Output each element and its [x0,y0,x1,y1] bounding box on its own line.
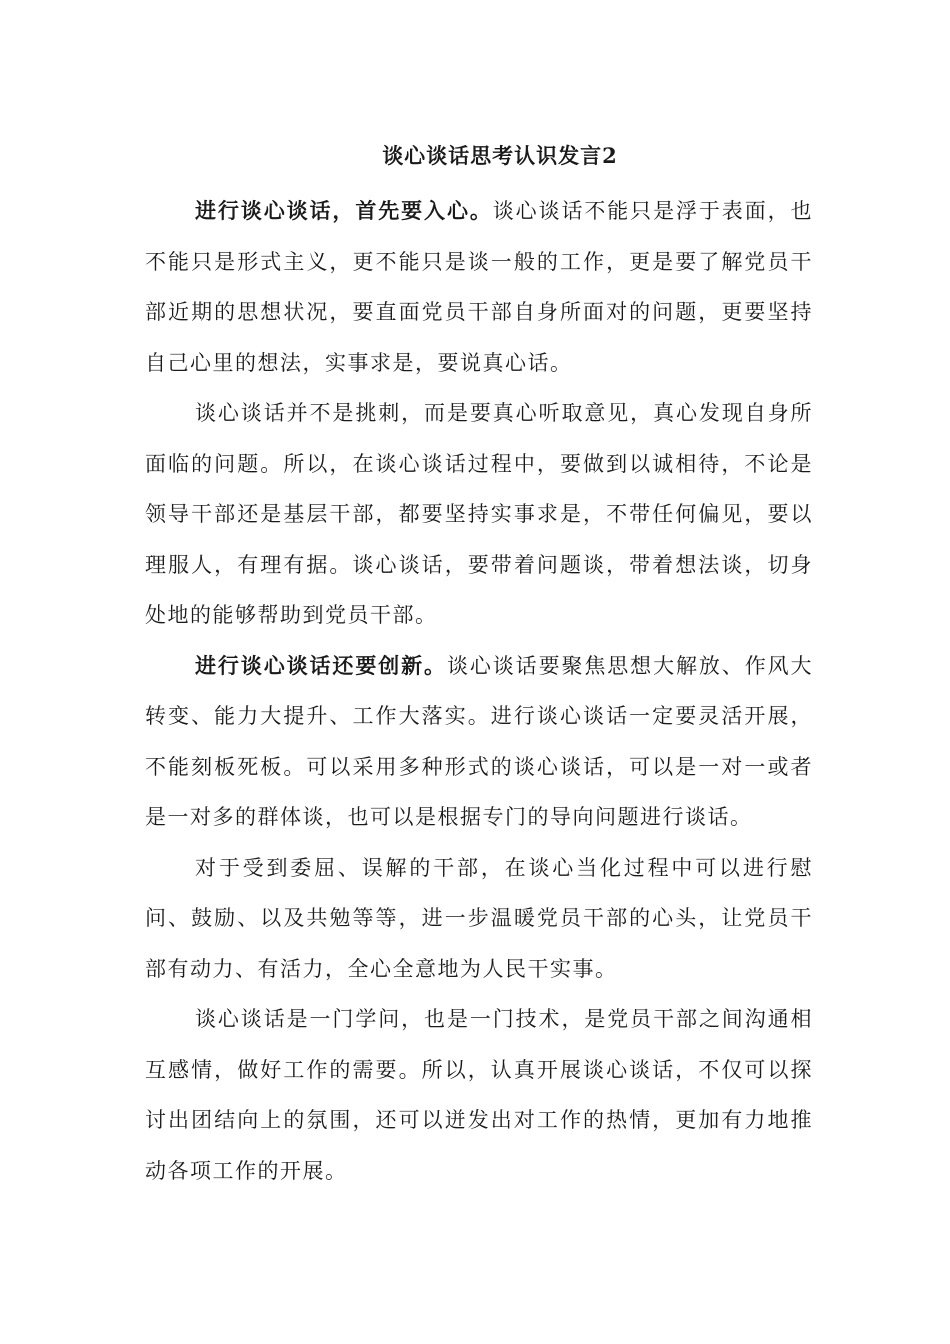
paragraph-5 [145,994,813,1196]
paragraph-2 [145,388,813,641]
paragraph-text: 谈心谈话并不是挑刺，而是要真心听取意见，真心发现自身所面临的问题。所以，在谈心谈话过程中，要做到以诚相待，不论是领导干部还是基层干部，都要坚持实事求是，不带任何偏见，要以理服人，有理有据。谈心谈话，要带着问题谈，带着想法谈，切身处地的能够帮助到党员干部。 [145,401,813,627]
paragraph-text: 谈心谈话要聚焦思想大解放、作风大转变、能力大提升、工作大落实。进行谈心谈话一定要灵活开展，不能刻板死板。可以采用多种形式的谈心谈话，可以是一对一或者是一对多的群体谈，也可以是根据专门的导向问题进行谈话。 [145,653,814,829]
paragraph-text: 对于受到委屈、误解的干部，在谈心当化过程中可以进行慰问、鼓励、以及共勉等等，进一步温暖党员干部的心头，让党员干部有动力、有活力，全心全意地为人民干实事。 [145,855,813,981]
paragraph-1 [145,186,813,388]
document-title: 谈心谈话思考认识发言2 [382,143,618,168]
paragraph-text: 谈心谈话是一门学问，也是一门技术，是党员干部之间沟通相互感情，做好工作的需要。所以，认真开展谈心谈话，不仅可以探讨出团结向上的氛围，还可以迸发出对工作的热情，更加有力地推动各项工作的开展。 [145,1007,813,1183]
paragraph-lead: 进行谈心谈话还要创新。 [195,652,447,678]
document-body [145,186,813,1196]
paragraph-3 [145,641,813,843]
paragraph-text: 谈心谈话不能只是浮于表面，也不能只是形式主义，更不能只是谈一般的工作，更是要了解党员干部近期的思想状况，要直面党员干部自身所面对的问题，更要坚持自己心里的想法，实事求是，要说真心话。 [145,199,813,375]
paragraph-lead: 进行谈心谈话，首先要入心。 [195,198,493,223]
paragraph-4 [145,843,813,995]
